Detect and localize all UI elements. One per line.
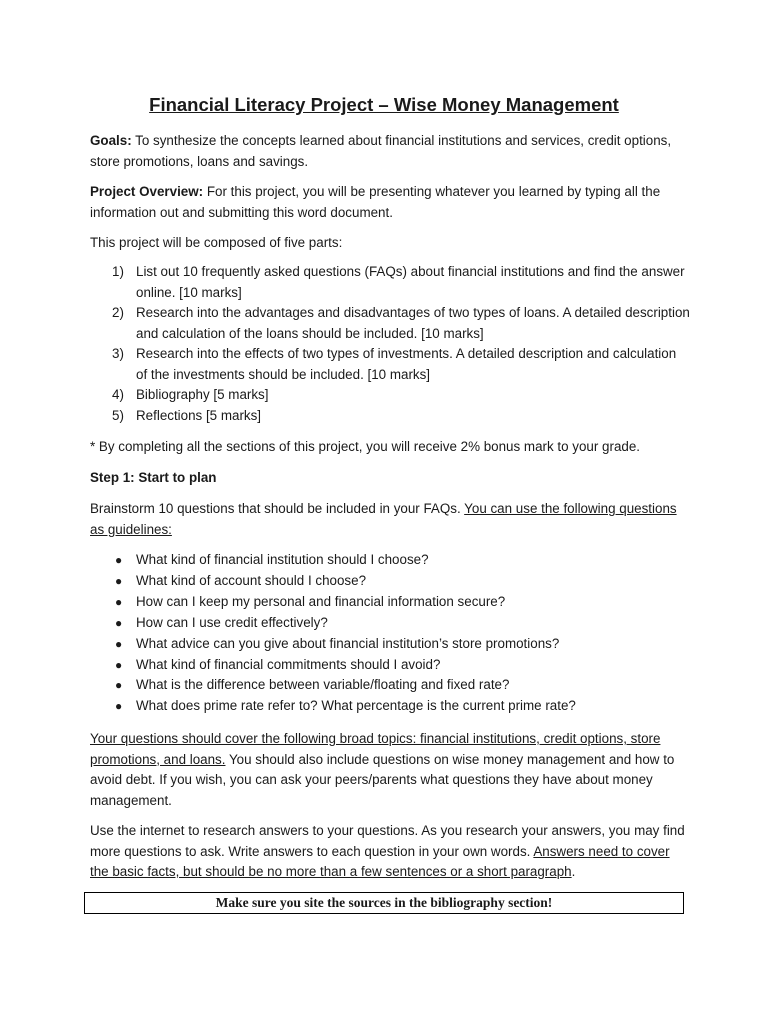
page-title: Financial Literacy Project – Wise Money Management: [149, 94, 619, 115]
list-item: ● What advice can you give about financial institution’s store promotions?: [90, 634, 690, 655]
step1-heading: Step 1: Start to plan: [90, 470, 217, 485]
bibliography-reminder-box: Make sure you site the sources in the bibliography section!: [84, 892, 684, 914]
research-underlined: Answers need to cover the basic facts, but should be no more than a few sentences or a short paragraph: [90, 843, 670, 879]
list-item: ● What kind of account should I choose?: [90, 571, 690, 592]
research-text: Use the internet to research answers to your questions. As you research your answers, you may find more questions to ask. Write answers to each question in your own words.: [90, 823, 685, 859]
list-item: ● How can I use credit effectively?: [90, 613, 690, 634]
questions-list: [90, 550, 690, 717]
bonus-note: * By completing all the sections of this project, you will receive 2% bonus mark to your grade.: [90, 439, 641, 454]
parts-list: [90, 262, 690, 426]
overview-paragraph: [90, 182, 690, 223]
topics-rest: You should also include questions on wise money management and how to avoid debt. If you wish, you can ask your peers/parents what questions they have about money management.: [90, 751, 675, 808]
bullet-icon: ●: [115, 553, 123, 567]
bullet-icon: ●: [115, 594, 123, 609]
list-item: ● What kind of financial commitments should I avoid?: [90, 655, 690, 676]
parts-intro: This project will be composed of five parts:: [90, 235, 343, 250]
bullet-icon: ●: [115, 573, 123, 588]
bullet-icon: ●: [115, 678, 123, 693]
topics-underlined: Your questions should cover the following broad topics: financial institutions, credit options, store promotions, and loans.: [90, 731, 661, 767]
goals-text: To synthesize the concepts learned about financial institutions and services, credit options, store promotions, loans and savings.: [90, 133, 672, 169]
topics-paragraph: [90, 729, 690, 811]
list-item: ● What is the difference between variable/floating and fixed rate?: [90, 675, 690, 696]
bullet-icon: ●: [115, 636, 123, 651]
research-end: .: [571, 864, 576, 879]
goals-label: Goals:: [90, 133, 132, 148]
bullet-icon: ●: [115, 657, 123, 672]
list-item: ● What kind of financial institution should I choose?: [90, 550, 690, 571]
overview-text: For this project, you will be presenting whatever you learned by typing all the information out and submitting this word document.: [90, 184, 661, 220]
research-paragraph: [90, 821, 690, 883]
brainstorm-text: Brainstorm 10 questions that should be included in your FAQs.: [90, 501, 465, 516]
list-item: 2) Research into the advantages and disadvantages of two types of loans. A detailed description and calculation of the loans should be included. [10 marks]: [112, 305, 690, 341]
brainstorm-paragraph: [90, 499, 690, 540]
list-item: 1) List out 10 frequently asked questions (FAQs) about financial institutions and find the answer online. [10 marks]: [112, 264, 685, 300]
bullet-icon: ●: [115, 699, 123, 714]
list-item: 3) Research into the effects of two types of investments. A detailed description and calculation of the investments should be included. [10 marks]: [112, 346, 677, 382]
list-item: 4) Bibliography [5 marks]: [112, 387, 269, 402]
goals-paragraph: [90, 131, 690, 172]
list-item: ● How can I keep my personal and financial information secure?: [90, 592, 690, 613]
list-item: 5) Reflections [5 marks]: [112, 407, 262, 423]
brainstorm-guideline-text: You can use the following questions as guidelines:: [90, 501, 677, 537]
bullet-icon: ●: [115, 615, 123, 630]
overview-label: Project Overview:: [90, 184, 204, 199]
list-item: ● What does prime rate refer to? What percentage is the current prime rate?: [90, 696, 690, 717]
